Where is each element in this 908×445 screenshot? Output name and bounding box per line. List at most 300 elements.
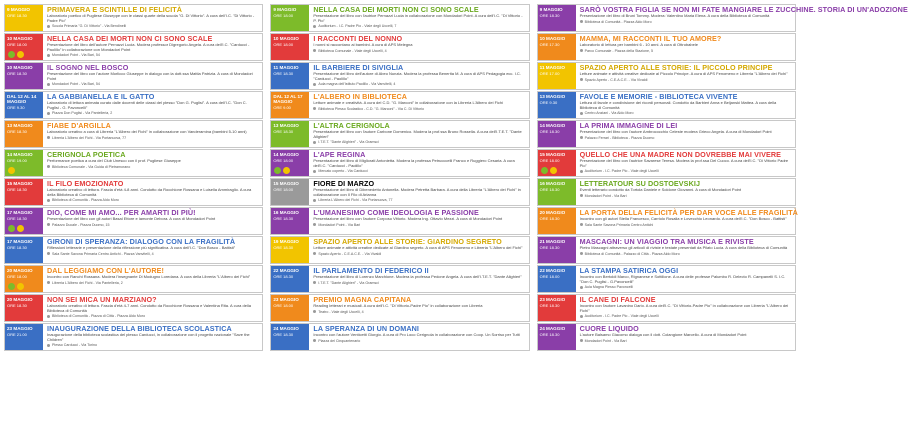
category-dot-icon — [17, 283, 24, 290]
event-card[interactable] — [537, 236, 796, 264]
event-date-block — [538, 34, 576, 60]
location-pin-icon — [47, 344, 50, 347]
location-pin-icon — [47, 281, 50, 284]
event-date: 16 MAGGIO — [539, 181, 566, 186]
event-location — [580, 78, 792, 82]
event-description: Presentazione del libro di Migliorati Antonietta. Modera la professa Petrucccelli Franco e Ruggiero Cesaria. A cura dell'I.C. "Carducci - Paolillo" — [313, 158, 515, 168]
event-body — [576, 179, 795, 205]
event-card[interactable] — [270, 236, 529, 264]
event-card[interactable] — [4, 265, 263, 293]
location-pin-icon — [580, 252, 583, 255]
event-time: ORE 18.30 — [273, 216, 294, 221]
location-pin-icon — [580, 315, 583, 318]
event-location-text: Mondadori Point - Via Bari — [584, 338, 627, 343]
event-date: 23 MAGGIO — [7, 326, 33, 331]
event-date-block — [271, 179, 309, 205]
event-title: DAL LEGGIAMO CON L'AUTORE! — [47, 266, 165, 275]
event-date: 13 MAGGIO — [273, 123, 299, 128]
event-description: I nonni si raccontano ai bambini. A cura di APS Melegna — [313, 42, 413, 47]
event-date-block — [538, 266, 576, 292]
event-date: 9 MAGGIO — [7, 7, 30, 12]
event-time: ORE 18.00 — [273, 42, 294, 47]
event-column — [270, 4, 529, 445]
event-time: ORE 18.30 — [7, 71, 27, 76]
event-description: Presentazione del libro di Lorenzo Marchione. Modera la professa Pedone Angela. A cura dell'I.T.E.T. "Dante Alighieri" — [313, 274, 522, 279]
event-location — [580, 20, 792, 24]
event-date: 15 MAGGIO — [273, 181, 299, 186]
category-dot-icon — [550, 167, 557, 174]
event-card[interactable] — [270, 62, 529, 90]
event-description: Incontro con l'autore Venticetti Giorgio. A cura di Pro Loco Cerignola in collaborazione con Coop. Un Sorriso per Tutti — [313, 332, 520, 337]
event-card[interactable] — [4, 4, 263, 32]
event-time: ORE 18.30 — [273, 332, 294, 337]
event-location-text: Aula Magna Plesso Pavoncelli — [584, 285, 633, 290]
event-location — [313, 140, 525, 144]
event-description: Letture animate e attività creative dedicate al Giardino segreto. A cura di APS Fenomeno e Libreria "L'Albero dei Fichi" — [313, 245, 523, 250]
event-time: ORE 18.30 — [7, 303, 27, 308]
event-title: FIORE DI MARZO — [313, 179, 375, 188]
event-description: Presentazione del libro con l'autore Carbone Domenico. Modera la prof.ssa Bruno Rossella. A cura dell'I.T.E.T. "Dante Alighieri" — [313, 129, 522, 139]
event-title: CUORE LIQUIDO — [579, 324, 639, 333]
event-location-text: Aula magna dell'Istituto Paolillo - Via Vanvitelli, 4 — [318, 82, 396, 87]
event-card[interactable] — [537, 178, 796, 206]
event-location-text: Mondadori Point - Via Bari — [318, 222, 361, 227]
event-time: ORE 17.30 — [539, 42, 560, 47]
event-date: 10 MAGGIO — [7, 65, 33, 70]
event-date: 19 MAGGIO — [273, 239, 299, 244]
event-date: 10 MAGGIO — [273, 36, 299, 41]
location-pin-icon — [313, 107, 316, 110]
event-body — [43, 63, 262, 89]
event-date-block — [5, 179, 43, 205]
event-location — [47, 24, 259, 28]
event-description: Presentazione del libro con l'autore Ambrococchio Celeste modera Grieco Angela. A cura di Mondadori Point — [579, 129, 772, 134]
event-date: 20 MAGGIO — [539, 210, 566, 215]
event-location — [313, 339, 525, 343]
location-pin-icon — [47, 199, 50, 202]
event-body — [309, 237, 528, 263]
event-location — [47, 136, 259, 140]
event-description: Presentazione del libro dell'autore di Abeo Nunzia. Modera la professa Benerita M. A cura di APS Pedagogia ecc. I.C. "Carducci - Paolillo" — [313, 71, 521, 81]
event-title: MAMMA, MI RACCONTI IL TUO AMORE? — [579, 34, 722, 43]
location-pin-icon — [47, 136, 50, 139]
event-time: ORE 18.30 — [273, 71, 294, 76]
event-card[interactable] — [270, 120, 529, 148]
event-title: L'ALBERO IN BIBLIOTECA — [313, 92, 408, 101]
event-location-text: Mondadori Point - Via Bari, 54 — [52, 82, 100, 87]
event-location — [47, 53, 259, 57]
event-column — [4, 4, 263, 445]
event-title: PRIMAVERA E SCINTILLE DI FELICITÀ — [47, 5, 183, 14]
location-pin-icon — [580, 136, 583, 139]
event-body — [309, 34, 528, 60]
location-pin-icon — [313, 252, 316, 255]
event-card[interactable] — [4, 149, 263, 177]
category-dot-icon — [8, 51, 15, 58]
event-title: IL CANE DI FALCONE — [579, 295, 656, 304]
event-body — [43, 5, 262, 31]
event-title: LA PORTA DELLA FELICITÀ PER DAR VOCE ALLE FRAGILITÀ — [579, 208, 798, 217]
event-date-block — [5, 121, 43, 147]
event-card[interactable] — [537, 207, 796, 235]
event-location-text: Libreria L'Albero dei Fichi - Via Pantelleria, 2 — [52, 280, 123, 285]
event-body — [576, 295, 795, 321]
event-location — [313, 252, 525, 256]
event-time: ORE 18.30 — [7, 187, 27, 192]
event-card[interactable] — [270, 207, 529, 235]
event-date: 16 MAGGIO — [273, 210, 299, 215]
event-body — [43, 179, 262, 205]
event-title: IL PARLAMENTO DI FEDERICO II — [313, 266, 429, 275]
event-location — [580, 136, 792, 140]
event-time: ORE 18.30 — [7, 245, 27, 250]
event-time: ORE 18.00 — [539, 158, 560, 163]
event-location-text: Biblioteca di Comunità - Piazza Aldo Moro — [584, 19, 652, 24]
event-location-text: I.T.E.T. "Dante Alighieri" - Via Gramsci — [318, 140, 379, 145]
event-body — [43, 266, 262, 292]
event-card[interactable] — [537, 323, 796, 351]
event-description: Performance poetica a cura del Club Unesco con il prof. Pugliese Giuseppe — [47, 158, 181, 163]
event-location — [313, 223, 525, 227]
event-body — [576, 5, 908, 31]
event-body — [576, 63, 795, 89]
event-date-block — [538, 5, 576, 31]
event-title: MASCAGNI: UN VIAGGIO TRA MUSICA E RIVISTE — [579, 237, 754, 246]
event-card[interactable] — [4, 33, 263, 61]
event-title: LA PRIMA IMMAGINE DI LEI — [579, 121, 678, 130]
event-body — [43, 237, 262, 263]
location-pin-icon — [313, 49, 316, 52]
location-pin-icon — [313, 339, 316, 342]
event-time: ORE 19.00 — [7, 158, 27, 163]
event-column — [537, 4, 908, 445]
event-body — [576, 237, 795, 263]
event-time: ORE 18.30 — [539, 303, 560, 308]
event-location — [313, 198, 525, 202]
location-pin-icon — [580, 20, 583, 23]
event-title: DIO, COME MI AMO... PER AMARTI DI PIÙ! — [47, 208, 196, 217]
category-dot-icon — [541, 167, 548, 174]
event-body — [576, 150, 795, 176]
event-card[interactable] — [270, 4, 529, 32]
event-title: L'UMANESIMO COME IDEOLOGIA E PASSIONE — [313, 208, 479, 217]
event-location — [313, 281, 525, 285]
event-time: ORE 18.00 — [273, 303, 294, 308]
event-body — [43, 92, 262, 118]
event-time: ORE 9.30 — [7, 105, 25, 110]
event-location — [313, 107, 525, 111]
location-pin-icon — [47, 223, 50, 226]
location-pin-icon — [580, 49, 583, 52]
event-time: ORE 18.00 — [539, 274, 560, 279]
event-body — [309, 92, 528, 118]
event-title: LA GABBIANELLA E IL GATTO — [47, 92, 155, 101]
category-dot-icon — [17, 51, 24, 58]
event-card[interactable] — [270, 33, 529, 61]
location-pin-icon — [313, 25, 316, 28]
location-pin-icon — [580, 223, 583, 226]
event-card[interactable] — [270, 265, 529, 293]
event-title: LA STAMPA SATIRICA OGGI — [579, 266, 679, 275]
event-location-text: Palazzo Ducale - Piazza Duomo, 15 — [52, 222, 110, 227]
event-description: Laboratorio creativo di lettura. Fascia d'età 4-8 anni. Condotto da Rocchione Rossana e Luisella Ammiraglio. A cura della Biblioteca di Comunità — [47, 187, 252, 197]
event-card[interactable] — [4, 91, 263, 119]
event-location — [47, 343, 259, 347]
event-card[interactable] — [537, 4, 908, 32]
event-card[interactable] — [537, 33, 796, 61]
event-description: Presentazione del libro con l'autore Morlicco Giuseppe in dialogo con la dott.ssa Mattia Patrizia. A cura di Mondadori Point — [47, 71, 253, 81]
category-dot-icon — [8, 283, 15, 290]
event-time: ORE 18.00 — [273, 187, 294, 192]
event-body — [576, 324, 795, 350]
event-date-block — [538, 92, 576, 118]
event-body — [576, 34, 795, 60]
event-card[interactable] — [537, 120, 796, 148]
event-body — [576, 266, 795, 292]
event-date: 13 MAGGIO — [7, 123, 33, 128]
category-dots — [8, 283, 24, 290]
event-location-text: Sala Sante Savona Primaria Centro Antichi - Piazza Vanvitelli, 4 — [52, 251, 154, 256]
event-date-block — [271, 5, 309, 31]
category-dot-icon — [8, 225, 15, 232]
event-date: 21 MAGGIO — [539, 239, 566, 244]
location-pin-icon — [313, 141, 316, 144]
event-location-text: Plesso Carducci - Via Torino — [52, 343, 98, 348]
event-location — [580, 252, 792, 256]
event-body — [43, 324, 262, 350]
event-date-block — [5, 324, 43, 350]
event-location — [313, 82, 525, 86]
event-date-block — [538, 121, 576, 147]
event-date-block — [5, 237, 43, 263]
event-location-text: Sala Sante Savona Primaria Centro Antichi — [584, 222, 654, 227]
event-time: ORE 18.00 — [273, 13, 294, 18]
event-description: Letture animate e attività creative dedicate al Piccolo Principe. A cura di APS Fenomeno e Libreria "L'Albero dei Fichi" — [579, 71, 788, 76]
event-location — [580, 285, 792, 289]
location-pin-icon — [580, 112, 583, 115]
event-date: 22 MAGGIO — [539, 268, 566, 273]
event-description: Reading letterari e musicali. A cura dell'I.C. "Di Vittorio-Padre Pio" in collaborazione con Libreria — [313, 303, 483, 308]
event-time: ORE 18.30 — [273, 245, 294, 250]
event-card[interactable] — [537, 91, 796, 119]
event-card[interactable] — [537, 62, 796, 90]
event-location-text: Biblioteca di Comunità - Palazzo di Città - Piazza Aldo Moro — [584, 251, 680, 256]
event-body — [43, 121, 262, 147]
location-pin-icon — [47, 252, 50, 255]
event-title: I RACCONTI DEL NONNO — [313, 34, 403, 43]
event-body — [309, 150, 528, 176]
event-description: Presentazione del libro con l'autrice Savarese Teresa. Modera la prof.ssa Del Cuoco. A cura dell'I.C. "Di Vittorio Padre Pio" — [579, 158, 789, 168]
event-location — [580, 194, 792, 198]
location-pin-icon — [47, 315, 50, 318]
event-title: CERIGNOLA POETICA — [47, 150, 126, 159]
location-pin-icon — [47, 54, 50, 57]
event-body — [576, 208, 798, 234]
event-date-block — [538, 208, 576, 234]
event-title: LA SPERANZA DI UN DOMANI — [313, 324, 420, 333]
event-title: NON SEI MICA UN MARZIANO? — [47, 295, 157, 304]
event-date: 11 MAGGIO — [539, 65, 565, 70]
event-description: Riflessioni letterarie e presentazione della riflessione più significativa. A cura dell'I.C. "Don Bosco - Battisti" — [47, 245, 236, 250]
event-description: Presentazione del libro con l'autrice Pernazzi Lucia in collaborazione con Mondadori Point. A cura dell'I.C. "Di Vittorio - P. Pio" — [313, 13, 523, 23]
event-title: NELLA CASA DEI MORTI NON CI SONO SCALE — [47, 34, 213, 43]
location-pin-icon — [580, 339, 583, 342]
event-date-block — [271, 324, 309, 350]
event-time: ORE 18.00 — [273, 158, 294, 163]
event-location — [580, 314, 792, 318]
event-location-text: Teatro - Viale degli Uccelli, 4 — [318, 309, 364, 314]
event-time: ORE 18.30 — [7, 216, 27, 221]
event-card[interactable] — [4, 294, 263, 322]
event-title: IL FILO EMOZIONATO — [47, 179, 124, 188]
event-card[interactable] — [270, 323, 529, 351]
event-description: Eventi letterario condotto da Tortola Daniele e Soldone Giovanni. A cura di Mondadori Point — [579, 187, 742, 192]
event-description: Incontro con Ranchi Rossana. Modera l'insegnante Di Modugno Loredana. A cura della Libreria "L'Albero dei Fichi" — [47, 274, 251, 279]
event-body — [43, 208, 262, 234]
event-time: ORE 18.00 — [7, 42, 27, 47]
event-card[interactable] — [4, 178, 263, 206]
event-location-text: Auditorium - I.C. Padre Pio - Viale degli Uccelli — [584, 314, 659, 319]
location-pin-icon — [313, 281, 316, 284]
event-description: Incontro con l'autore Lavanino Dario. A cura dell'I.C. "Di Vittorio-Padre Pio" in collaborazione con Libreria "L'Albero dei Fichi" — [579, 303, 789, 313]
event-date: 23 MAGGIO — [273, 297, 299, 302]
event-location-text: Parco Comunale - Piazza della Stazione, 5 — [584, 48, 653, 53]
event-location — [580, 49, 792, 53]
event-date: 15 MAGGIO — [539, 152, 566, 157]
event-location-text: Centro Anziani - Via Aldo Moro — [584, 111, 634, 116]
event-location-text: Spazio Aperto - C.E.A.C.E. - Via Vivaldi — [584, 77, 648, 82]
event-location-text: Scuola Primaria "G. Di Vittorio" - Via Bendinelli — [52, 24, 127, 29]
event-body — [43, 34, 262, 60]
event-description: Incontro con gli autori Stella Francesco, Carriolo Rosalia e Lovecchio Leonardo. A cura dell'I.C. "Don Bosco - Battisti" — [579, 216, 787, 221]
event-date: 17 MAGGIO — [7, 210, 33, 215]
event-date-block — [5, 92, 43, 118]
event-card[interactable] — [270, 149, 529, 177]
location-pin-icon — [313, 83, 316, 86]
location-pin-icon — [580, 170, 583, 173]
event-time: ORE 9.00 — [273, 105, 291, 110]
event-description: Presentazione del libro dell'autore Pernazzi Lucia. Modera professor Digregorio Angela. A cura dell'I.C. "Carducci - Paolillo" in collaborazione con Mondadori Point — [47, 42, 250, 52]
event-location-text: Libreria L'Albero dei Fichi - Via Portanuova, 77 — [52, 135, 127, 140]
event-date-block — [271, 34, 309, 60]
event-location-text: Biblioteca di Comunità - Piazza Aldo Moro — [52, 198, 119, 203]
event-time: ORE 9.30 — [539, 100, 558, 105]
event-body — [309, 179, 528, 205]
event-description: Letture animate e creatività. A cura del C.D. "G. Marconi" in collaborazione con la Libreria L'Albero dei Fichi — [313, 100, 504, 105]
event-date-block — [538, 324, 576, 350]
event-title: FIABE D'ARGILLA — [47, 121, 111, 130]
event-description: Laboratorio di lettura per bambini 6 - 10 anni. A cura di Ottrobabele — [579, 42, 698, 47]
location-pin-icon — [580, 194, 583, 197]
event-date-block — [5, 5, 43, 31]
event-location — [47, 223, 259, 227]
event-time: ORE 17.00 — [539, 71, 560, 76]
event-time: ORE 18.30 — [539, 13, 560, 18]
event-card[interactable] — [4, 323, 263, 351]
event-date: 10 MAGGIO — [539, 36, 566, 41]
event-description: Presentazione del libro di Dibenedetto Antonella. Modera Petretta Barbara. A cura della Libreria "L'Albero dei Fichi" in collaborazione con Il Filo di Arianna — [313, 187, 521, 197]
event-time: ORE 18.30 — [539, 129, 560, 134]
location-pin-icon — [313, 310, 316, 313]
location-pin-icon — [313, 223, 316, 226]
category-dot-icon — [274, 167, 281, 174]
event-date-block — [538, 237, 576, 263]
event-date-block — [271, 208, 309, 234]
event-title: INAUGURAZIONE DELLA BIBLIOTECA SCOLASTICA — [47, 324, 232, 333]
event-date-block — [538, 295, 576, 321]
event-location-text: Mondadori Point - Via Bari — [584, 193, 627, 198]
category-dot-icon — [17, 225, 24, 232]
category-dots — [274, 167, 290, 174]
event-location — [580, 223, 792, 227]
event-card[interactable] — [270, 294, 529, 322]
event-body — [576, 121, 795, 147]
event-title: PREMIO MAGNA CAPITANA — [313, 295, 412, 304]
category-dots — [8, 225, 24, 232]
event-location — [47, 252, 259, 256]
location-pin-icon — [580, 78, 583, 81]
event-card[interactable] — [270, 91, 529, 119]
event-date: 14 MAGGIO — [539, 123, 566, 128]
event-date: 13 MAGGIO — [539, 94, 566, 99]
event-card[interactable] — [4, 236, 263, 264]
event-card[interactable] — [4, 62, 263, 90]
event-date: 17 MAGGIO — [7, 239, 33, 244]
event-location — [313, 49, 525, 53]
event-time: ORE 18.30 — [539, 216, 560, 221]
event-location-text: Biblioteca di Comunità - Piazza di Città - Piazza Aldo Moro — [52, 314, 146, 319]
event-description: Presentazione del libro con l'autore Corposo Vittorio. Modera Ing. Ottavio Mezzi. A cura di Mondadori Point — [313, 216, 503, 221]
event-date: 22 MAGGIO — [273, 268, 299, 273]
location-pin-icon — [313, 170, 316, 173]
event-card[interactable] — [537, 265, 796, 293]
event-location — [580, 339, 792, 343]
event-location-text: Palazzo Ferrari - Biblioteca - Piazza Duomo — [584, 135, 655, 140]
event-time: ORE 21.00 — [7, 332, 27, 337]
event-card[interactable] — [537, 294, 796, 322]
event-date: 14 MAGGIO — [7, 152, 33, 157]
event-title: SPAZIO APERTO ALLE STORIE: GIARDINO SEGRETO — [313, 237, 502, 246]
event-location — [47, 111, 259, 115]
event-location — [47, 281, 259, 285]
event-date-block — [5, 295, 43, 321]
event-date: 9 MAGGIO — [273, 7, 297, 12]
category-dots — [8, 51, 24, 58]
event-location-text: Biblioteca Plesso Scolastico - C.D. "G. Marconi" - Via C. Di Vittorio — [318, 106, 425, 111]
event-time: ORE 18.30 — [273, 274, 294, 279]
event-body — [309, 295, 528, 321]
event-date: 10 MAGGIO — [7, 36, 33, 41]
event-card[interactable] — [270, 178, 529, 206]
event-date: 9 MAGGIO — [539, 7, 563, 12]
event-description: Pietro Mascagni attraverso gli articoli di riviste e testate presentati da Pilato Lucia. A cura della Biblioteca di Comunità — [579, 245, 788, 250]
location-pin-icon — [47, 165, 50, 168]
event-description: Presentazione del libro con gli autori Basal Ettore e lamonte Debora. A cura di Mondadori Point — [47, 216, 216, 221]
event-card[interactable] — [537, 149, 796, 177]
event-title: NELLA CASA DEI MORTI NON CI SONO SCALE — [313, 5, 479, 14]
category-dots — [8, 167, 15, 174]
event-time: ORE 18.30 — [539, 187, 560, 192]
event-card[interactable] — [4, 207, 263, 235]
event-location — [47, 165, 259, 169]
event-title: LETTERATOUR SU DOSTOEVSKIJ — [579, 179, 701, 188]
event-card[interactable] — [4, 120, 263, 148]
event-title: L'ALTRA CERIGNOLA — [313, 121, 390, 130]
event-date: DAL 12 AL 17 MAGGIO — [273, 94, 303, 104]
category-dots — [541, 167, 557, 174]
event-date-block — [538, 63, 576, 89]
event-date: 24 MAGGIO — [273, 326, 299, 331]
